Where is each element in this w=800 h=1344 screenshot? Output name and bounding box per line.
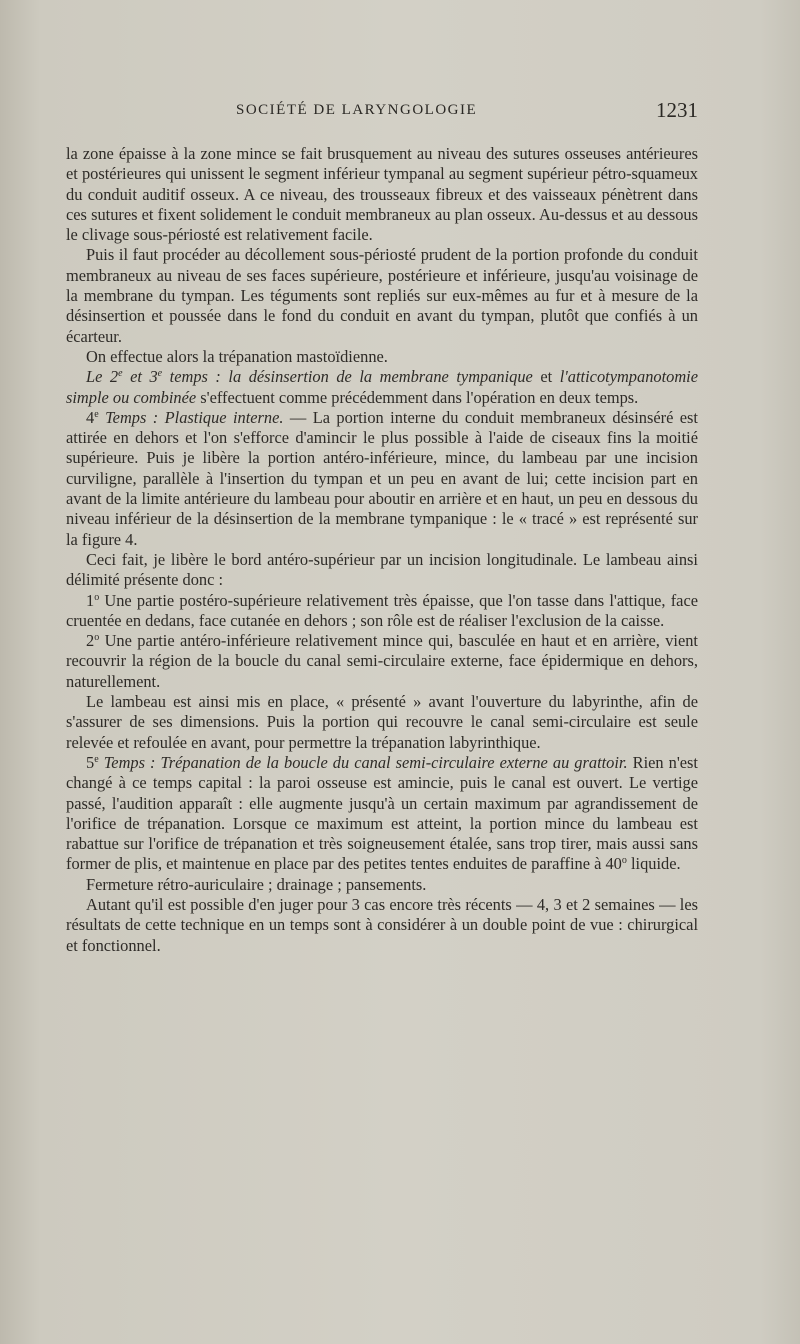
page-number: 1231 [656,98,698,122]
paragraph: 4e Temps : Plastique interne. — La portion interne du conduit membraneux désinséré est attirée en dehors et l'on s'efforce d'amincir le plus possible à l'aide de ciseaux fins la moitié supérieure. Puis je libère la portion antéro-inférieure, mince, du lambeau par une incision curviligne, parallèle à l'insertion du tympan et un peu en avant de lui; cette incision part en avant de la limite antérieure du lambeau pour aboutir en arrière et en haut, un peu en dessous du niveau inférieur de la désinsertion de la membrane tympanique : le « tracé » est représenté sur la figure 4. [66,407,698,549]
paragraph: Autant qu'il est possible d'en juger pour 3 cas encore très récents — 4, 3 et 2 semaines — les résultats de cette technique en un temps sont à considérer à un double point de vue : chirurgical et fonctionnel. [66,894,698,955]
paragraph: 1$^o$ Une partie postéro-supérieure relativement très épaisse, que l'on tasse dans l'attique, face cruentée en dedans, face cutanée en dehors ; son rôle est de réaliser l'exclusion de la caisse. [66,590,698,630]
paragraph: 2$^o$ Une partie antéro-inférieure relativement mince qui, basculée en haut et en arrière, vient recouvrir la région de la boucle du canal semi-circulaire externe, face épidermique en dehors, naturellement. [66,631,698,691]
section-heading: Temps : Plastique interne. [98,407,284,427]
section-heading: Le 2e et 3e temps : la désinsertion de la membrane tympanique [86,367,533,387]
paragraph: Puis il faut procéder au décollement sous-périosté prudent de la portion profonde du conduit membraneux au niveau de ses faces supérieure, postérieure et inférieure, jusqu'au voisinage de la membrane du tympan. Les téguments sont repliés sur eux-mêmes au fur et à mesure de la désinsertion et poussée dans le fond du conduit en avant du tympan, plutôt que confiés à un écarteur. [66,245,698,346]
body-text [66,144,698,956]
paragraph: Le 2e et 3e temps : la désinsertion de la membrane tympanique et l'atticotympanotomie simple ou combinée s'effectuent comme précédemment dans l'opération en deux temps. [66,367,698,407]
paragraph: la zone épaisse à la zone mince se fait brusquement au niveau des sutures osseuses antérieures et postérieures qui unissent le segment inférieur tympanal au segment supérieur pétro-squameux du conduit auditif osseux. A ce niveau, des trousseaux fibreux et des vaisseaux pénètrent dans ces sutures et fixent solidement le conduit membraneux au plan osseux. Au-dessus et au dessous le clivage sous-périosté est relativement facile. [66,144,698,245]
paragraph: 5e Temps : Trépanation de la boucle du canal semi-circulaire externe au grattoir. Rien n'est changé à ce temps capital : la paroi osseuse est amincie, puis le canal est ouvert. Le vertige passé, l'audition apparaît : elle augmente jusqu'à un certain maximum par agrandissement de l'orifice de trépanation. Lorsque ce maximum est atteint, la portion mince du lambeau est rabattue sur l'orifice de trépanation et très soigneusement étalée, sans trop tirer, mais aussi sans former de plis, et maintenue en place par des petites tentes enduites de paraffine à 40$^o$ liquide. [66,752,698,874]
running-title: SOCIÉTÉ DE LARYNGOLOGIE [236,102,478,118]
paragraph: Le lambeau est ainsi mis en place, « présenté » avant l'ouverture du labyrinthe, afin de s'assurer de ses dimensions. Puis la portion qui recouvre le canal semi-circulaire est seule relevée et refoulée en avant, pour permettre la trépanation labyrinthique. [66,692,698,752]
section-heading: Temps : Trépanation de la boucle du canal semi-circulaire externe au grattoir. [98,752,628,772]
page-header [66,98,698,128]
paragraph: Fermeture rétro-auriculaire ; drainage ; pansements. [86,874,427,894]
paragraph: On effectue alors la trépanation mastoïdienne. [86,346,388,366]
paragraph: Ceci fait, je libère le bord antéro-supérieur par un incision longitudinale. Le lambeau ainsi délimité présente donc : [66,549,698,590]
